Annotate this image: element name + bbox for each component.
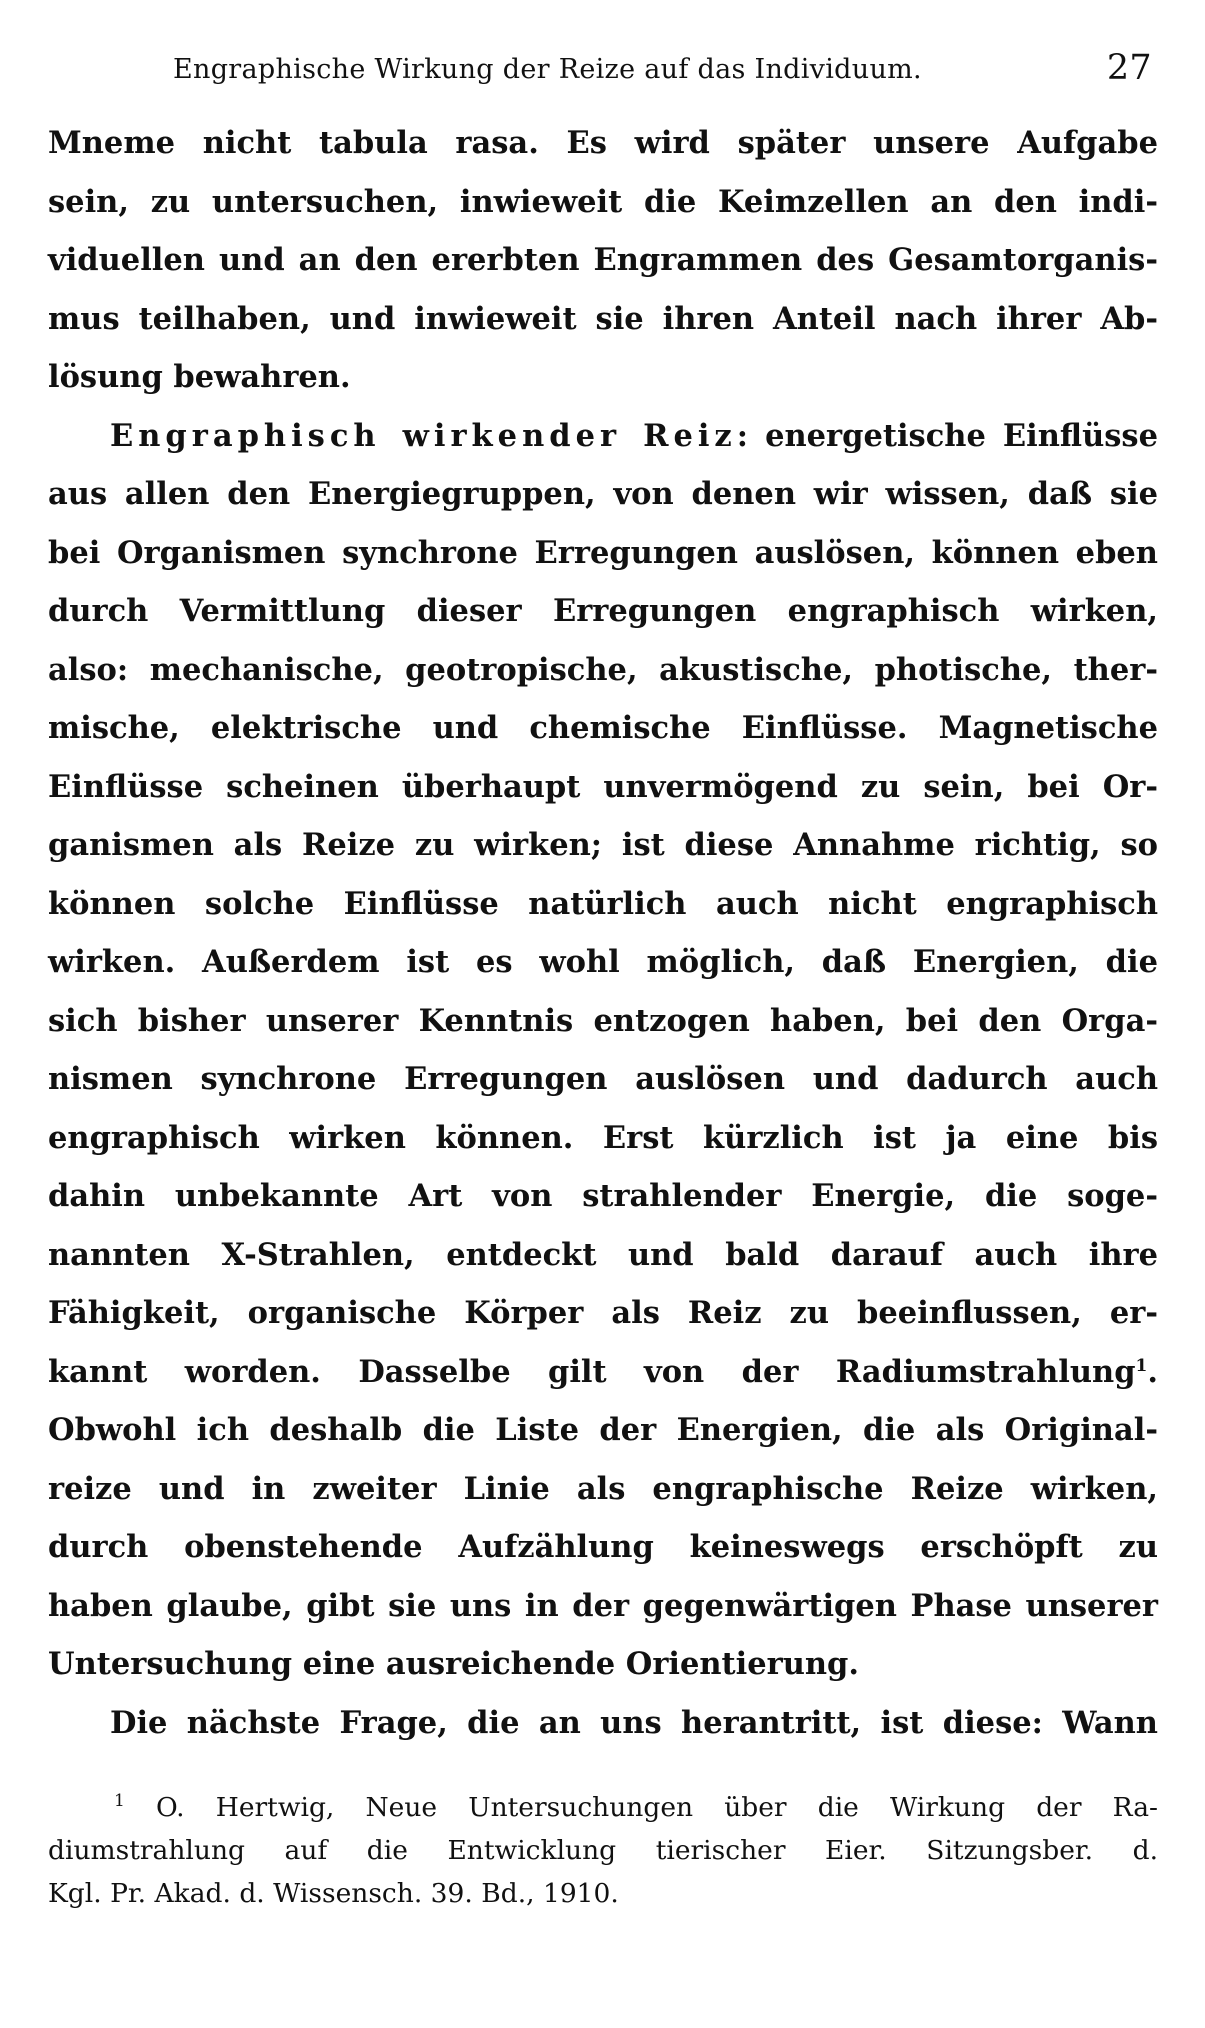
text-line: Fähigkeit, organische Körper als Reiz zu beeinflussen, er- xyxy=(48,1295,1158,1331)
page-number: 27 xyxy=(1106,48,1152,88)
text-line: mus teilhaben, und inwieweit sie ihren Anteil nach ihrer Ab- xyxy=(48,300,1158,337)
text-line: Die nächste Frage, die an uns herantritt, ist diese: Wann xyxy=(110,1704,1158,1741)
text-line: durch Vermittlung dieser Erregungen engraphisch wirken, xyxy=(48,593,1158,629)
paragraph-2 xyxy=(48,407,1158,1694)
footnote-marker: 1 xyxy=(114,1791,125,1812)
text-line xyxy=(48,407,1158,466)
text-line: mische, elektrische und chemische Einflüsse. Magnetische xyxy=(48,710,1158,746)
footnote-line: Kgl. Pr. Akad. d. Wissensch. 39. Bd., 1910. xyxy=(48,1878,619,1909)
text-fragment: . xyxy=(1147,1353,1158,1390)
text-line: Untersuchung eine ausreichende Orientierung. xyxy=(48,1646,860,1682)
footnote-reference: 1 xyxy=(1135,1355,1148,1376)
text-line: also: mechanische, geotropische, akustische, photische, ther- xyxy=(48,651,1158,688)
text-line: haben glaube, gibt sie uns in der gegenwärtigen Phase unserer xyxy=(48,1587,1158,1624)
text-line: lösung bewahren. xyxy=(48,359,351,395)
book-page xyxy=(48,40,1158,1915)
text-line: Einflüsse scheinen überhaupt unvermögend zu sein, bei Or- xyxy=(48,768,1158,805)
text-fragment: O. Hertwig, Neue Untersuchungen über die Wirkung der Ra- xyxy=(155,1792,1158,1823)
footnote-line xyxy=(48,1786,1158,1829)
running-head xyxy=(48,40,1158,100)
footnotes xyxy=(48,1786,1158,1915)
paragraph-1 xyxy=(48,114,1158,407)
text-fragment: kannt worden. Dasselbe gilt von der Radiumstrahlung xyxy=(48,1353,1136,1390)
text-line: bei Organismen synchrone Erregungen auslösen, können eben xyxy=(48,534,1158,571)
body-text xyxy=(48,114,1158,1752)
text-line: sein, zu untersuchen, inwieweit die Keimzellen an den indi- xyxy=(48,183,1158,220)
text-line: dahin unbekannte Art von strahlender Energie, die soge- xyxy=(48,1178,1158,1214)
text-line: durch obenstehende Aufzählung keineswegs erschöpft zu xyxy=(48,1529,1158,1565)
text-line: Obwohl ich deshalb die Liste der Energien, die als Original- xyxy=(48,1412,1158,1448)
defined-term: Engraphisch wirkender Reiz xyxy=(110,417,737,454)
running-title: Engraphische Wirkung der Reize auf das Individuum. xyxy=(173,54,922,85)
text-line: aus allen den Energiegruppen, von denen wir wissen, daß sie xyxy=(48,476,1158,512)
text-line: viduellen und an den ererbten Engrammen des Gesamtorganis- xyxy=(48,242,1158,278)
text-line: ganismen als Reize zu wirken; ist diese Annahme richtig, so xyxy=(48,827,1158,863)
text-line: sich bisher unserer Kenntnis entzogen haben, bei den Orga- xyxy=(48,1002,1158,1039)
text-line: nismen synchrone Erregungen auslösen und dadurch auch xyxy=(48,1061,1158,1097)
text-line: nannten X-Strahlen, entdeckt und bald darauf auch ihre xyxy=(48,1236,1158,1273)
text-line: reize und in zweiter Linie als engraphische Reize wirken, xyxy=(48,1470,1158,1507)
text-line: können solche Einflüsse natürlich auch nicht engraphisch xyxy=(48,885,1158,922)
paragraph-3 xyxy=(48,1694,1158,1753)
text-line: wirken. Außerdem ist es wohl möglich, daß Energien, die xyxy=(48,944,1158,980)
text-line: Mneme nicht tabula rasa. Es wird später unsere Aufgabe xyxy=(48,125,1158,161)
text-line: engraphisch wirken können. Erst kürzlich ist ja eine bis xyxy=(48,1119,1158,1156)
text-fragment: : energetische Einflüsse xyxy=(736,417,1159,454)
footnote-line: diumstrahlung auf die Entwicklung tierischer Eier. Sitzungsber. d. xyxy=(48,1835,1158,1866)
text-line xyxy=(48,1343,1158,1402)
